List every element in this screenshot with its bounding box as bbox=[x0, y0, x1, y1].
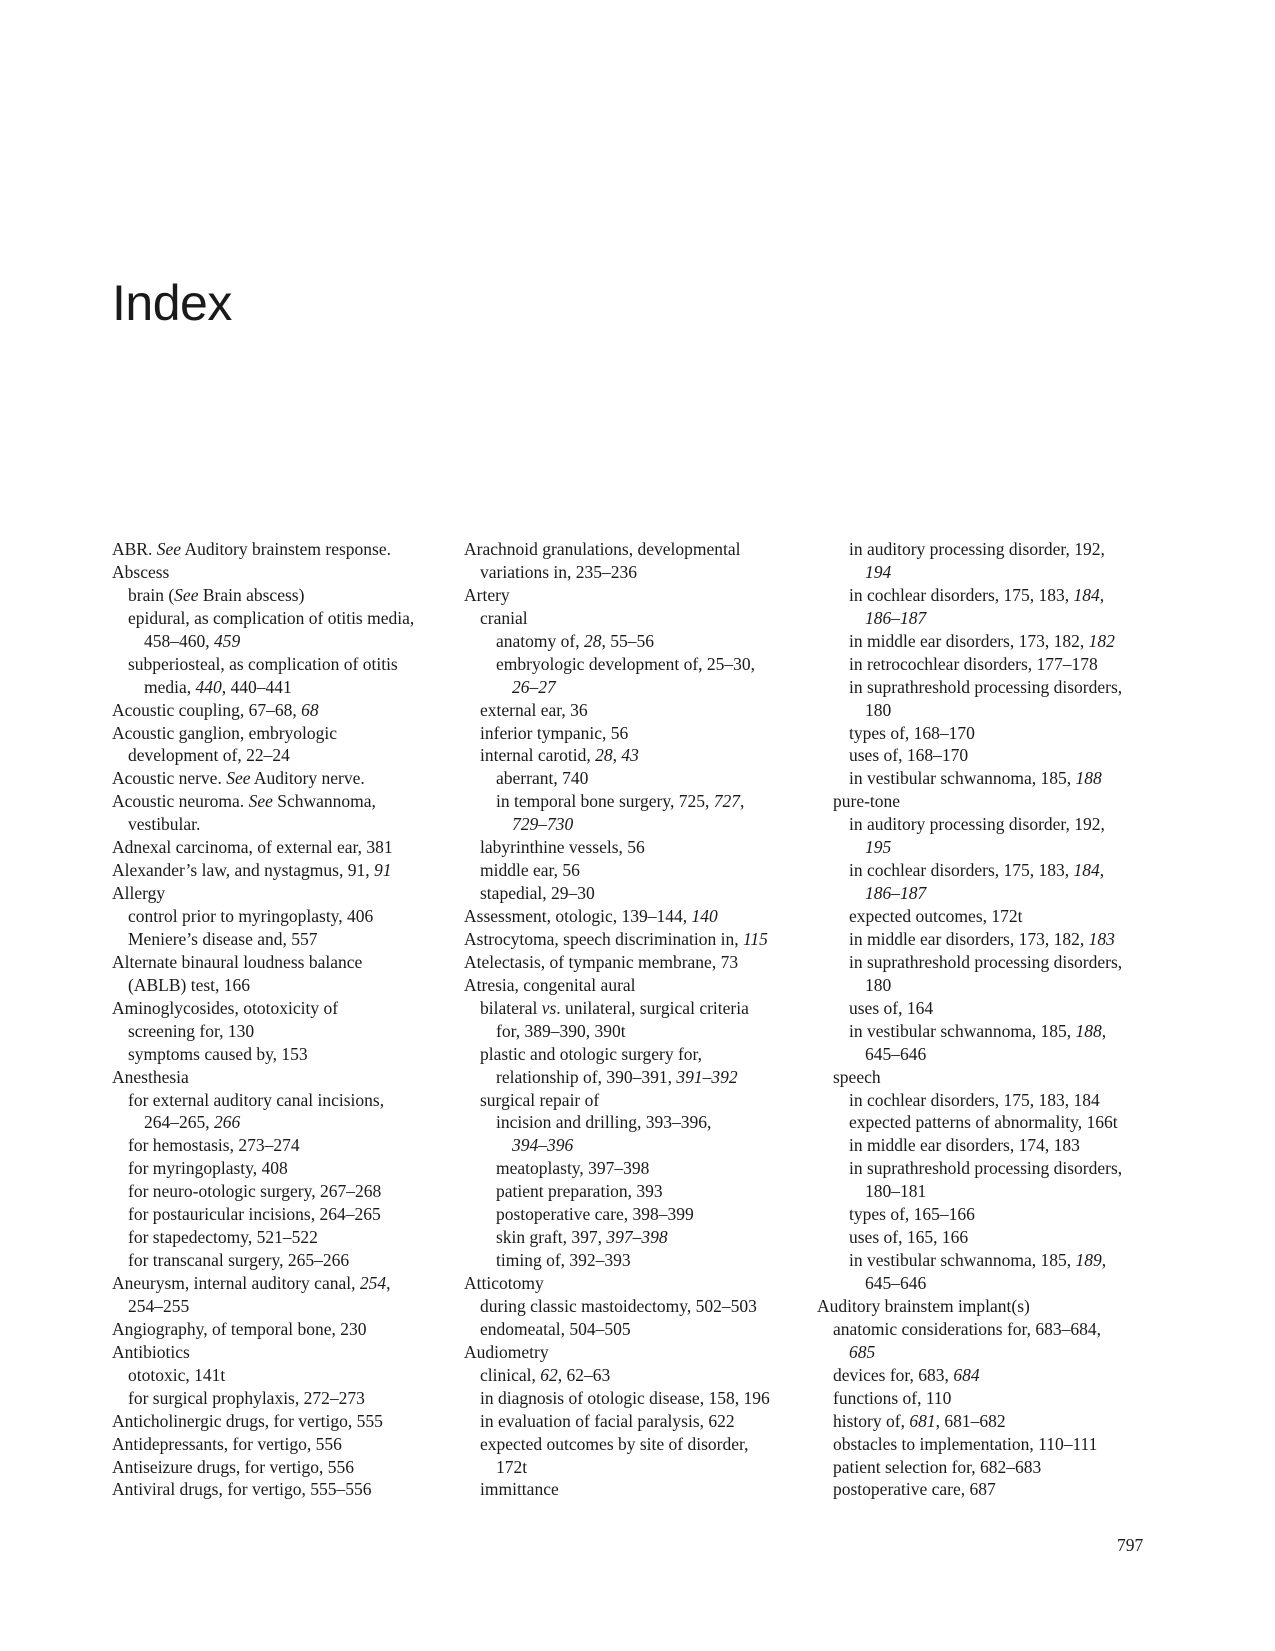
index-entry: 645–646 bbox=[865, 1273, 927, 1293]
italic-ref: 397–398 bbox=[606, 1227, 668, 1248]
index-entry: uses of, 165, 166 bbox=[849, 1227, 969, 1248]
index-entry: in temporal bone surgery, 725, 727, bbox=[496, 791, 745, 812]
index-entry: pure-tone bbox=[833, 791, 901, 812]
italic-ref: 186–187 bbox=[865, 607, 927, 628]
index-entry: 172t bbox=[496, 1456, 528, 1477]
index-entry: obstacles to implementation, 110–111 bbox=[833, 1433, 1098, 1454]
index-entry: relationship of, 390–391, 391–392 bbox=[496, 1066, 738, 1087]
index-entry: labyrinthine vessels, 56 bbox=[480, 837, 645, 858]
index-entry: Alternate binaural loudness balance bbox=[112, 951, 363, 972]
index-entry: patient selection for, 682–683 bbox=[833, 1456, 1042, 1477]
index-entry: subperiosteal, as complication of otitis bbox=[128, 653, 398, 674]
index-entry: for stapedectomy, 521–522 bbox=[128, 1227, 318, 1248]
index-entry: postoperative care, 398–399 bbox=[496, 1204, 694, 1225]
index-entry: postoperative care, 687 bbox=[833, 1479, 996, 1500]
italic-ref: 26–27 bbox=[512, 676, 556, 697]
index-entry: Antiviral drugs, for vertigo, 555–556 bbox=[112, 1479, 372, 1500]
index-entry: screening for, 130 bbox=[128, 1020, 255, 1041]
index-entry: incision and drilling, 393–396, bbox=[496, 1112, 712, 1133]
index-column-2 bbox=[464, 538, 804, 1501]
italic-ref: 459 bbox=[214, 630, 241, 651]
index-entry: control prior to myringoplasty, 406 bbox=[128, 906, 374, 926]
italic-ref: 28 bbox=[583, 630, 602, 651]
index-entry: 180 bbox=[865, 699, 892, 720]
index-entry: 458–460, 459 bbox=[144, 630, 241, 651]
index-entry: Abscess bbox=[112, 561, 170, 582]
italic-ref: 266 bbox=[214, 1112, 241, 1133]
italic-ref: 62 bbox=[540, 1364, 558, 1385]
index-entry: Antiseizure drugs, for vertigo, 556 bbox=[112, 1456, 355, 1477]
italic-ref: See bbox=[226, 768, 251, 789]
index-entry: Anesthesia bbox=[112, 1066, 189, 1087]
index-entry: 254–255 bbox=[128, 1295, 190, 1316]
index-entry: Acoustic nerve. See Auditory nerve. bbox=[112, 768, 365, 789]
italic-ref: 186–187 bbox=[865, 883, 927, 904]
index-entry: Antidepressants, for vertigo, 556 bbox=[112, 1433, 342, 1454]
index-entry: symptoms caused by, 153 bbox=[128, 1043, 308, 1064]
index-entry: expected outcomes, 172t bbox=[849, 906, 1023, 926]
index-column-3 bbox=[817, 538, 1157, 1501]
index-entry: in cochlear disorders, 175, 183, 184, bbox=[849, 860, 1105, 881]
index-entry: in suprathreshold processing disorders, bbox=[849, 951, 1123, 972]
italic-ref: 184 bbox=[1073, 584, 1100, 605]
index-entry: surgical repair of bbox=[480, 1089, 600, 1110]
index-entry: in retrocochlear disorders, 177–178 bbox=[849, 653, 1098, 674]
index-entry: for external auditory canal incisions, bbox=[128, 1089, 385, 1110]
index-entry: Atticotomy bbox=[464, 1273, 544, 1293]
page-title: Index bbox=[112, 275, 232, 331]
index-entry: in suprathreshold processing disorders, bbox=[849, 676, 1123, 697]
index-entry: development of, 22–24 bbox=[128, 745, 290, 766]
italic-ref: 115 bbox=[742, 928, 768, 949]
index-entry: 645–646 bbox=[865, 1043, 927, 1064]
index-entry bbox=[464, 676, 804, 699]
italic-ref: vs bbox=[541, 997, 557, 1018]
index-entry: in middle ear disorders, 174, 183 bbox=[849, 1135, 1080, 1156]
index-entry: in cochlear disorders, 175, 183, 184 bbox=[849, 1089, 1100, 1110]
index-entry: meatoplasty, 397–398 bbox=[496, 1158, 650, 1179]
index-entry: expected patterns of abnormality, 166t bbox=[849, 1112, 1118, 1133]
index-entry bbox=[464, 813, 804, 836]
index-entry: Acoustic ganglion, embryologic bbox=[112, 722, 338, 743]
index-entry: aberrant, 740 bbox=[496, 768, 589, 789]
index-entry: Adnexal carcinoma, of external ear, 381 bbox=[112, 837, 393, 858]
index-entry: anatomic considerations for, 683–684, bbox=[833, 1318, 1102, 1339]
index-entry: Alexander’s law, and nystagmus, 91, 91 bbox=[112, 860, 392, 881]
index-entry: external ear, 36 bbox=[480, 699, 588, 720]
index-entry: Audiometry bbox=[464, 1341, 549, 1362]
index-entry: in cochlear disorders, 175, 183, 184, bbox=[849, 584, 1105, 605]
index-entry: media, 440, 440–441 bbox=[144, 676, 292, 697]
index-entry: in middle ear disorders, 173, 182, 183 bbox=[849, 928, 1115, 949]
index-entry: Assessment, otologic, 139–144, 140 bbox=[464, 906, 718, 926]
index-entry: patient preparation, 393 bbox=[496, 1181, 663, 1202]
index-entry: Arachnoid granulations, developmental bbox=[464, 539, 741, 559]
index-entry: for surgical prophylaxis, 272–273 bbox=[128, 1387, 365, 1408]
page-number: 797 bbox=[1117, 1535, 1144, 1555]
index-entry: Auditory brainstem implant(s) bbox=[817, 1295, 1030, 1316]
index-entry: Antibiotics bbox=[112, 1341, 190, 1362]
index-entry: functions of, 110 bbox=[833, 1387, 952, 1408]
italic-ref: 681 bbox=[909, 1410, 936, 1431]
italic-ref: See bbox=[174, 584, 199, 605]
index-entry: internal carotid, 28, 43 bbox=[480, 745, 639, 766]
index-entry: embryologic development of, 25–30, bbox=[496, 653, 756, 674]
italic-ref: 28 bbox=[595, 745, 613, 766]
index-entry: ABR. See Auditory brainstem response. bbox=[112, 539, 391, 559]
italic-ref: 254 bbox=[359, 1273, 387, 1293]
italic-ref: 684 bbox=[953, 1364, 980, 1385]
index-entry: 264–265, 266 bbox=[144, 1112, 241, 1133]
index-entry: types of, 165–166 bbox=[849, 1204, 975, 1225]
italic-ref: 685 bbox=[849, 1341, 876, 1362]
italic-ref: See bbox=[248, 791, 273, 812]
index-entry: Atresia, congenital aural bbox=[464, 974, 636, 995]
index-entry bbox=[817, 882, 1157, 905]
index-entry: for neuro-otologic surgery, 267–268 bbox=[128, 1181, 382, 1202]
italic-ref: 189 bbox=[1075, 1250, 1102, 1271]
italic-ref: 182 bbox=[1088, 630, 1115, 651]
index-entry: in vestibular schwannoma, 185, 188, bbox=[849, 1020, 1107, 1041]
index-entry: 180 bbox=[865, 974, 892, 995]
index-entry: skin graft, 397, 397–398 bbox=[496, 1227, 668, 1248]
index-entry: speech bbox=[833, 1066, 881, 1087]
index-entry bbox=[817, 561, 1157, 584]
index-entry: Artery bbox=[464, 584, 510, 605]
italic-ref: 140 bbox=[691, 906, 718, 926]
index-entry: Angiography, of temporal bone, 230 bbox=[112, 1318, 367, 1339]
italic-ref: 188 bbox=[1075, 1020, 1102, 1041]
index-entry bbox=[817, 1341, 1157, 1364]
italic-ref: 68 bbox=[301, 699, 319, 720]
italic-ref: See bbox=[156, 539, 182, 559]
italic-ref: 184 bbox=[1073, 860, 1100, 881]
index-entry: brain (See Brain abscess) bbox=[128, 584, 305, 605]
italic-ref: 729–730 bbox=[512, 814, 574, 835]
italic-ref: 195 bbox=[865, 837, 892, 858]
index-entry: bilateral vs. unilateral, surgical criteria bbox=[480, 997, 749, 1018]
index-entry: middle ear, 56 bbox=[480, 860, 580, 881]
index-entry: vestibular. bbox=[128, 814, 201, 835]
index-entry: Anticholinergic drugs, for vertigo, 555 bbox=[112, 1410, 383, 1431]
index-entry: in middle ear disorders, 173, 182, 182 bbox=[849, 630, 1115, 651]
index-entry: in suprathreshold processing disorders, bbox=[849, 1158, 1123, 1179]
index-entry bbox=[817, 607, 1157, 630]
index-entry: in diagnosis of otologic disease, 158, 196 bbox=[480, 1387, 770, 1408]
italic-ref: 194 bbox=[865, 561, 892, 582]
index-entry: (ABLB) test, 166 bbox=[128, 974, 251, 995]
index-entry: in auditory processing disorder, 192, bbox=[849, 539, 1105, 559]
index-entry: devices for, 683, 684 bbox=[833, 1364, 980, 1385]
index-entry: Aminoglycosides, ototoxicity of bbox=[112, 997, 339, 1018]
index-entry: history of, 681, 681–682 bbox=[833, 1410, 1006, 1431]
index-entry: Allergy bbox=[112, 883, 166, 904]
index-entry: plastic and otologic surgery for, bbox=[480, 1043, 703, 1064]
index-entry: in vestibular schwannoma, 185, 188 bbox=[849, 768, 1102, 789]
index-entry: stapedial, 29–30 bbox=[480, 883, 595, 904]
italic-ref: 727 bbox=[713, 791, 740, 812]
index-entry bbox=[817, 836, 1157, 859]
index-entry: anatomy of, 28, 55–56 bbox=[496, 630, 654, 651]
index-entry: Acoustic neuroma. See Schwannoma, bbox=[112, 791, 376, 812]
index-entry: for postauricular incisions, 264–265 bbox=[128, 1204, 381, 1225]
index-entry: for transcanal surgery, 265–266 bbox=[128, 1250, 350, 1271]
index-entry: Aneurysm, internal auditory canal, 254, bbox=[112, 1273, 391, 1293]
index-entry: types of, 168–170 bbox=[849, 722, 975, 743]
italic-ref: 440 bbox=[195, 676, 222, 697]
index-entry: in vestibular schwannoma, 185, 189, bbox=[849, 1250, 1107, 1271]
index-entry: endomeatal, 504–505 bbox=[480, 1318, 631, 1339]
index-entry: immittance bbox=[480, 1479, 559, 1500]
index-entry: clinical, 62, 62–63 bbox=[480, 1364, 611, 1385]
index-entry: uses of, 168–170 bbox=[849, 745, 969, 766]
italic-ref: 391–392 bbox=[676, 1066, 738, 1087]
index-entry: Meniere’s disease and, 557 bbox=[128, 928, 318, 949]
italic-ref: 43 bbox=[621, 745, 639, 766]
index-entry: for, 389–390, 390t bbox=[496, 1020, 626, 1041]
index-entry: in evaluation of facial paralysis, 622 bbox=[480, 1410, 735, 1431]
index-entry: ototoxic, 141t bbox=[128, 1364, 226, 1385]
index-entry bbox=[464, 1134, 804, 1157]
italic-ref: 394–396 bbox=[512, 1135, 574, 1156]
index-entry: timing of, 392–393 bbox=[496, 1250, 631, 1271]
index-entry: inferior tympanic, 56 bbox=[480, 722, 629, 743]
italic-ref: 91 bbox=[373, 860, 392, 881]
index-entry: in auditory processing disorder, 192, bbox=[849, 814, 1105, 835]
index-entry: for myringoplasty, 408 bbox=[128, 1158, 288, 1179]
index-entry: cranial bbox=[480, 607, 528, 628]
index-entry: variations in, 235–236 bbox=[480, 561, 637, 582]
index-entry: uses of, 164 bbox=[849, 997, 934, 1018]
index-entry: during classic mastoidectomy, 502–503 bbox=[480, 1295, 757, 1316]
index-entry: expected outcomes by site of disorder, bbox=[480, 1433, 749, 1454]
index-entry: epidural, as complication of otitis media, bbox=[128, 607, 415, 628]
index-column-1 bbox=[112, 538, 452, 1501]
italic-ref: 188 bbox=[1075, 768, 1102, 789]
index-entry: for hemostasis, 273–274 bbox=[128, 1135, 300, 1156]
index-entry: Acoustic coupling, 67–68, 68 bbox=[112, 699, 319, 720]
italic-ref: 183 bbox=[1088, 928, 1115, 949]
index-entry: 180–181 bbox=[865, 1181, 927, 1202]
index-entry: Atelectasis, of tympanic membrane, 73 bbox=[464, 951, 739, 972]
index-entry: Astrocytoma, speech discrimination in, 115 bbox=[464, 928, 768, 949]
